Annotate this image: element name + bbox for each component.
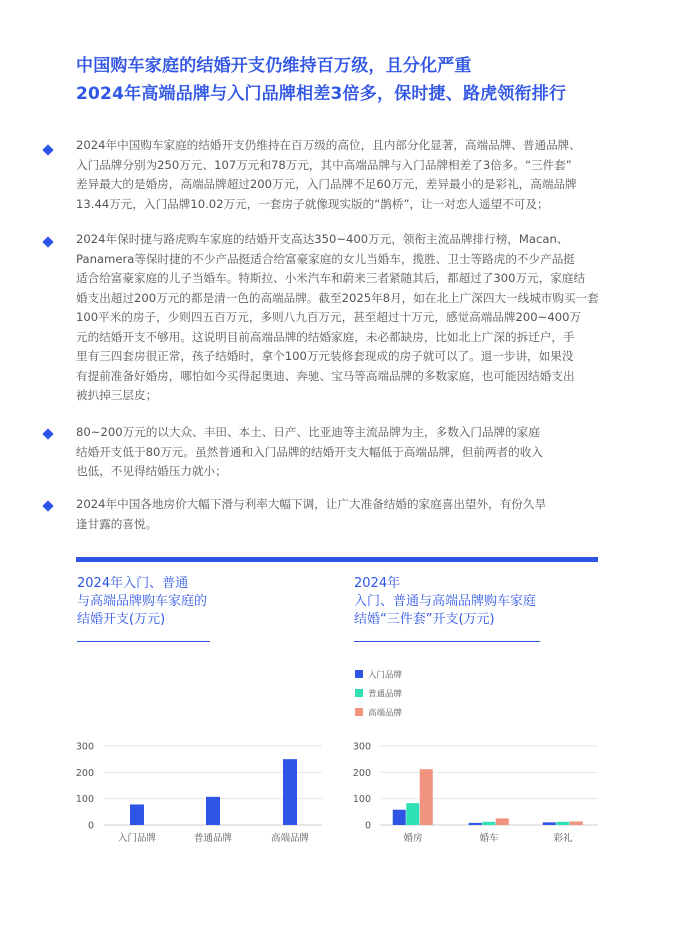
- bullet-line: 100平米的房子，少则四五百万元，多则八九百万元，甚至超过十万元，感觉高端品牌200~400万: [76, 310, 582, 324]
- chart1-x-tick-label: 高端品牌: [270, 833, 310, 844]
- chart2-bar: [406, 803, 419, 825]
- chart2-legend-swatch: [355, 670, 363, 678]
- chart1-y-tick-label: 200: [75, 767, 94, 779]
- bullet-line: 13.44万元，入门品牌10.02万元，一套房子就像现实版的“鹊桥”，让一对恋人遥望不可及；: [76, 196, 549, 211]
- chart2-bar: [393, 810, 406, 825]
- chart1-title-line: 2024年入门、普通: [77, 576, 189, 591]
- bullet-line: 80~200万元的以大众、丰田、本土、日产、比亚迪等主流品牌为主，多数入门品牌的家庭: [76, 425, 540, 439]
- chart2-legend-swatch: [355, 708, 363, 716]
- chart2-y-tick-label: 300: [352, 741, 371, 753]
- chart1-y-tick-label: 300: [75, 741, 94, 753]
- bullet-line: 入门品牌分别为250万元、107万元和78万元，其中高端品牌与入门品牌相差了3倍多。“三件套”: [76, 157, 572, 172]
- chart1-y-tick-label: 0: [87, 820, 94, 832]
- chart2-legend-swatch: [355, 689, 363, 697]
- chart2-title-line: 结婚“三件套”开支(万元): [354, 612, 495, 627]
- bullet-line: 被扒掉三层皮；: [76, 388, 158, 402]
- chart2-x-tick-label: 彩礼: [553, 833, 573, 844]
- bullet-line: 适合给富豪家庭的儿子当婚车。特斯拉、小米汽车和蔚来三者紧随其后，都超过了300万元，家庭结: [76, 271, 586, 285]
- chart2-legend-label: 入门品牌: [368, 670, 403, 681]
- chart2-title-line: 入门、普通与高端品牌购车家庭: [354, 594, 537, 609]
- bullet-line: 差异最大的是婚房，高端品牌超过200万元，入门品牌不足60万元，差异最小的是彩礼，高端品牌: [76, 177, 577, 191]
- bullet-line: 逢甘露的喜悦。: [76, 516, 158, 531]
- bullet-line: 2024年中国各地房价大幅下滑与利率大幅下调，让广大准备结婚的家庭喜出望外，有份久旱: [76, 497, 547, 511]
- chart1-title-line: 与高端品牌购车家庭的: [77, 594, 208, 609]
- chart2-title-line: 2024年: [354, 576, 401, 591]
- chart2-x-tick-label: 婚车: [479, 833, 499, 844]
- bullet-line: 里有三四套房很正常，孩子结婚时，拿个100万元装修套现成的房子就可以了。退一步讲，如果没: [76, 349, 574, 363]
- chart1-y-tick-label: 100: [75, 794, 94, 806]
- chart2-bar: [556, 822, 569, 825]
- chart2-y-tick-label: 100: [352, 794, 371, 806]
- chart2-bar: [496, 818, 509, 825]
- bullet-line: 元的结婚开支不够用。这说明目前高端品牌的结婚家庭，未必都缺房，比如北上广深的拆迁户，手: [76, 329, 575, 344]
- chart2-bar: [420, 769, 433, 825]
- bullet-line: 婚支出超过200万元的都是清一色的高端品牌。截至2025年8月，如在北上广深四大一线城市购买一套: [76, 290, 599, 305]
- bullet-line: 有提前准备好婚房，哪怕如今买得起奥迪、奔驰、宝马等高端品牌的多数家庭，也可能因结婚支出: [76, 368, 575, 383]
- chart2-bar: [469, 823, 482, 825]
- chart2-bar: [570, 821, 583, 825]
- chart1-title-line: 结婚开支(万元): [77, 612, 166, 627]
- chart2-bar: [543, 822, 556, 825]
- chart1-x-tick-label: 入门品牌: [117, 833, 157, 844]
- chart2-legend-label: 高端品牌: [368, 708, 403, 719]
- bullet-line: 也低，不见得结婚压力就小；: [76, 464, 227, 478]
- bullet-line: 结婚开支低于80万元。虽然普通和入门品牌的结婚开支大幅低于高端品牌，但前两者的收入: [76, 444, 543, 459]
- chart2-x-tick-label: 婚房: [403, 833, 423, 844]
- chart2-y-tick-label: 200: [352, 767, 371, 779]
- chart2-legend-label: 普通品牌: [368, 689, 403, 700]
- page-title-line-2: 2024年高端品牌与入门品牌相差3倍多，保时捷、路虎领衔排行: [76, 84, 567, 104]
- bullet-line: Panamera等保时捷的不少产品挺适合给富豪家庭的女儿当婚车，揽胜、卫士等路虎的不少产品挺: [76, 251, 575, 266]
- bullet-line: 2024年中国购车家庭的结婚开支仍维持在百万级的高位，且内部分化显著，高端品牌、普通品牌、: [76, 138, 581, 152]
- chart1-x-tick-label: 普通品牌: [193, 833, 233, 844]
- bullet-line: 2024年保时捷与路虎购车家庭的结婚开支高达350~400万元，领衔主流品牌排行榜，Macan、: [76, 232, 569, 246]
- chart2-bar: [482, 822, 495, 825]
- page-title-line-1: 中国购车家庭的结婚开支仍维持百万级，且分化严重: [76, 56, 472, 76]
- chart2-y-tick-label: 0: [364, 820, 371, 832]
